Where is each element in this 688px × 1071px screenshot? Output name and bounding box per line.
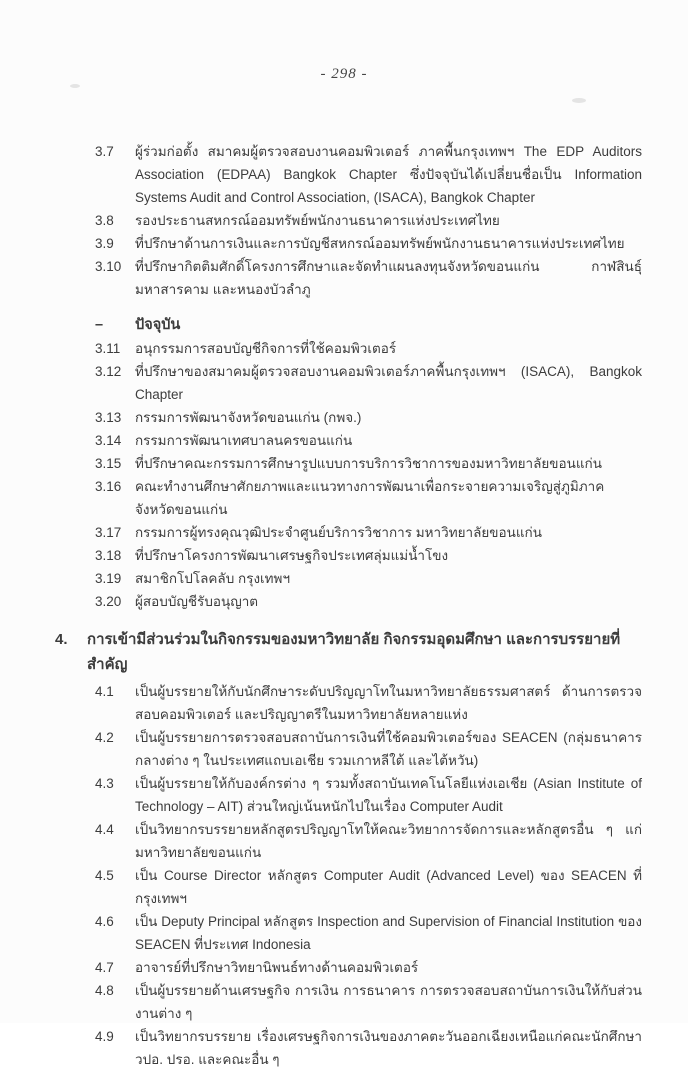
- heading-number: 4.: [55, 631, 68, 648]
- item-text: อนุกรรมการสอบบัญชีกิจการที่ใช้คอมพิวเตอร์: [135, 341, 397, 356]
- list-item: [95, 255, 642, 301]
- list-item: [95, 567, 642, 590]
- item-text: ที่ปรึกษาของสมาคมผู้ตรวจสอบงานคอมพิวเตอร์ภาคพื้นกรุงเทพฯ (ISACA), Bangkok Chapter: [135, 364, 642, 402]
- item-text: กรรมการพัฒนาจังหวัดขอนแก่น (กพจ.): [135, 410, 362, 425]
- list-item: [95, 544, 642, 567]
- item-text: ผู้สอบบัญชีรับอนุญาต: [135, 594, 259, 609]
- item-text: เป็นผู้บรรยายด้านเศรษฐกิจ การเงิน การธนาคาร การตรวจสอบสถาบันการเงินให้กับส่วนงานต่าง ๆ: [135, 983, 642, 1021]
- item-number: 3.15: [95, 456, 122, 471]
- item-number: 3.18: [95, 548, 122, 563]
- list-item: [95, 337, 642, 360]
- list-item: [95, 140, 642, 209]
- list-item: [95, 979, 642, 1025]
- item-number: 3.17: [95, 525, 122, 540]
- item-text: กรรมการผู้ทรงคุณวุฒิประจำศูนย์บริการวิชาการ มหาวิทยาลัยขอนแก่น: [135, 525, 542, 540]
- item-number: 4.4: [95, 822, 114, 837]
- item-number: 3.16: [95, 479, 122, 494]
- list-item: [95, 209, 642, 232]
- list-item: [95, 910, 642, 956]
- item-number: 3.14: [95, 433, 122, 448]
- list-item: [95, 818, 642, 864]
- list-item: [95, 726, 642, 772]
- item-number: 4.9: [95, 1029, 114, 1044]
- item-text: ที่ปรึกษาโครงการพัฒนาเศรษฐกิจประเทศลุ่มแม่น้ำโขง: [135, 548, 449, 563]
- item-number: 3.9: [95, 236, 114, 251]
- item-text: เป็น Course Director หลักสูตร Computer Audit (Advanced Level) ของ SEACEN ที่กรุงเทพฯ: [135, 868, 642, 906]
- item-number: 4.3: [95, 776, 114, 791]
- scan-speck: [572, 98, 586, 103]
- list-item: [95, 521, 642, 544]
- list-item: [95, 360, 642, 406]
- list-item: [95, 590, 642, 613]
- item-text: ผู้ร่วมก่อตั้ง สมาคมผู้ตรวจสอบงานคอมพิวเตอร์ ภาคพื้นกรุงเทพฯ The EDP Auditors Association (EDPAA) Bangkok Chapter ซึ่งปัจจุบันได้เปลี่ยนชื่อเป็น Information Systems Audit and Control Association, (ISACA), Bangkok Chapter: [135, 144, 642, 205]
- item-number: 3.10: [95, 259, 122, 274]
- item-text: เป็นผู้บรรยายให้กับองค์กรต่าง ๆ รวมทั้งสถาบันเทคโนโลยีแห่งเอเชีย (Asian Institute of Technology – AIT) ส่วนใหญ่เน้นหนักไปในเรื่อง Computer Audit: [135, 776, 642, 814]
- list-item: [95, 680, 642, 726]
- item-text: เป็นผู้บรรยายการตรวจสอบสถาบันการเงินที่ใช้คอมพิวเตอร์ของ SEACEN (กลุ่มธนาคารกลางต่าง ๆ ในประเทศแถบเอเชีย รวมเกาหลีใต้ และไต้หวัน): [135, 730, 642, 768]
- subheader-label: ปัจจุบัน: [135, 317, 181, 333]
- item-number: 4.6: [95, 914, 114, 929]
- item-text: สมาชิกโปโลคลับ กรุงเทพฯ: [135, 571, 291, 586]
- item-number: 4.7: [95, 960, 114, 975]
- item-number: 3.8: [95, 213, 114, 228]
- item-text: คณะทำงานศึกษาศักยภาพและแนวทางการพัฒนาเพื่อกระจายความเจริญสู่ภูมิภาคจังหวัดขอนแก่น: [135, 479, 605, 517]
- item-number: 3.7: [95, 144, 114, 159]
- item-text: เป็นวิทยากรบรรยายหลักสูตรปริญญาโทให้คณะวิทยาการจัดการและหลักสูตรอื่น ๆ แก่มหาวิทยาลัยขอนแก่น: [135, 822, 642, 860]
- heading-label: การเข้ามีส่วนร่วมในกิจกรรมของมหาวิทยาลัย กิจกรรมอุดมศึกษา และการบรรยายที่สำคัญ: [87, 631, 621, 673]
- list-item: [95, 772, 642, 818]
- item-text: กรรมการพัฒนาเทศบาลนครขอนแก่น: [135, 433, 353, 448]
- list-item: [95, 475, 642, 521]
- subheader-dash: –: [95, 317, 104, 333]
- item-number: 4.2: [95, 730, 114, 745]
- item-number: 3.12: [95, 364, 122, 379]
- item-number: 4.5: [95, 868, 114, 883]
- current-positions-subheader: [95, 313, 642, 337]
- item-text: เป็นวิทยากรบรรยาย เรื่องเศรษฐกิจการเงินของภาคตะวันออกเฉียงเหนือแก่คณะนักศึกษา วปอ. ปรอ. และคณะอื่น ๆ: [135, 1029, 642, 1067]
- section4-heading: [55, 627, 642, 677]
- item-text: เป็นผู้บรรยายให้กับนักศึกษาระดับปริญญาโทในมหาวิทยาลัยธรรมศาสตร์ ด้านการตรวจสอบคอมพิวเตอร์ และปริญญาตรีในมหาวิทยาลัยหลายแห่ง: [135, 684, 642, 722]
- item-text: ที่ปรึกษาด้านการเงินและการบัญชีสหกรณ์ออมทรัพย์พนักงานธนาคารแห่งประเทศไทย: [135, 236, 625, 251]
- list-item: [95, 956, 642, 979]
- item-number: 3.11: [95, 341, 121, 356]
- list-item: [95, 406, 642, 429]
- scan-speck: [70, 84, 80, 88]
- item-number: 3.19: [95, 571, 122, 586]
- item-text: ที่ปรึกษากิตติมศักดิ์โครงการศึกษาและจัดทำแผนลงทุนจังหวัดขอนแก่น กาฬสินธุ์ มหาสารคาม และหนองบัวลำภู: [135, 259, 642, 297]
- item-text: อาจารย์ที่ปรึกษาวิทยานิพนธ์ทางด้านคอมพิวเตอร์: [135, 960, 419, 975]
- page-number: - 298 -: [320, 66, 368, 82]
- list-item: [95, 429, 642, 452]
- list-item: [95, 1025, 642, 1071]
- item-number: 3.20: [95, 594, 122, 609]
- item-number: 3.13: [95, 410, 122, 425]
- list-item: [95, 864, 642, 910]
- item-text: เป็น Deputy Principal หลักสูตร Inspection and Supervision of Financial Institution ของ SEACEN ที่ประเทศ Indonesia: [135, 914, 642, 952]
- list-item: [95, 452, 642, 475]
- item-text: ที่ปรึกษาคณะกรรมการศึกษารูปแบบการบริการวิชาการของมหาวิทยาลัยขอนแก่น: [135, 456, 602, 471]
- item-number: 4.8: [95, 983, 114, 998]
- list-item: [95, 232, 642, 255]
- item-number: 4.1: [95, 684, 114, 699]
- document-content: [55, 140, 642, 1071]
- item-text: รองประธานสหกรณ์ออมทรัพย์พนักงานธนาคารแห่งประเทศไทย: [135, 213, 500, 228]
